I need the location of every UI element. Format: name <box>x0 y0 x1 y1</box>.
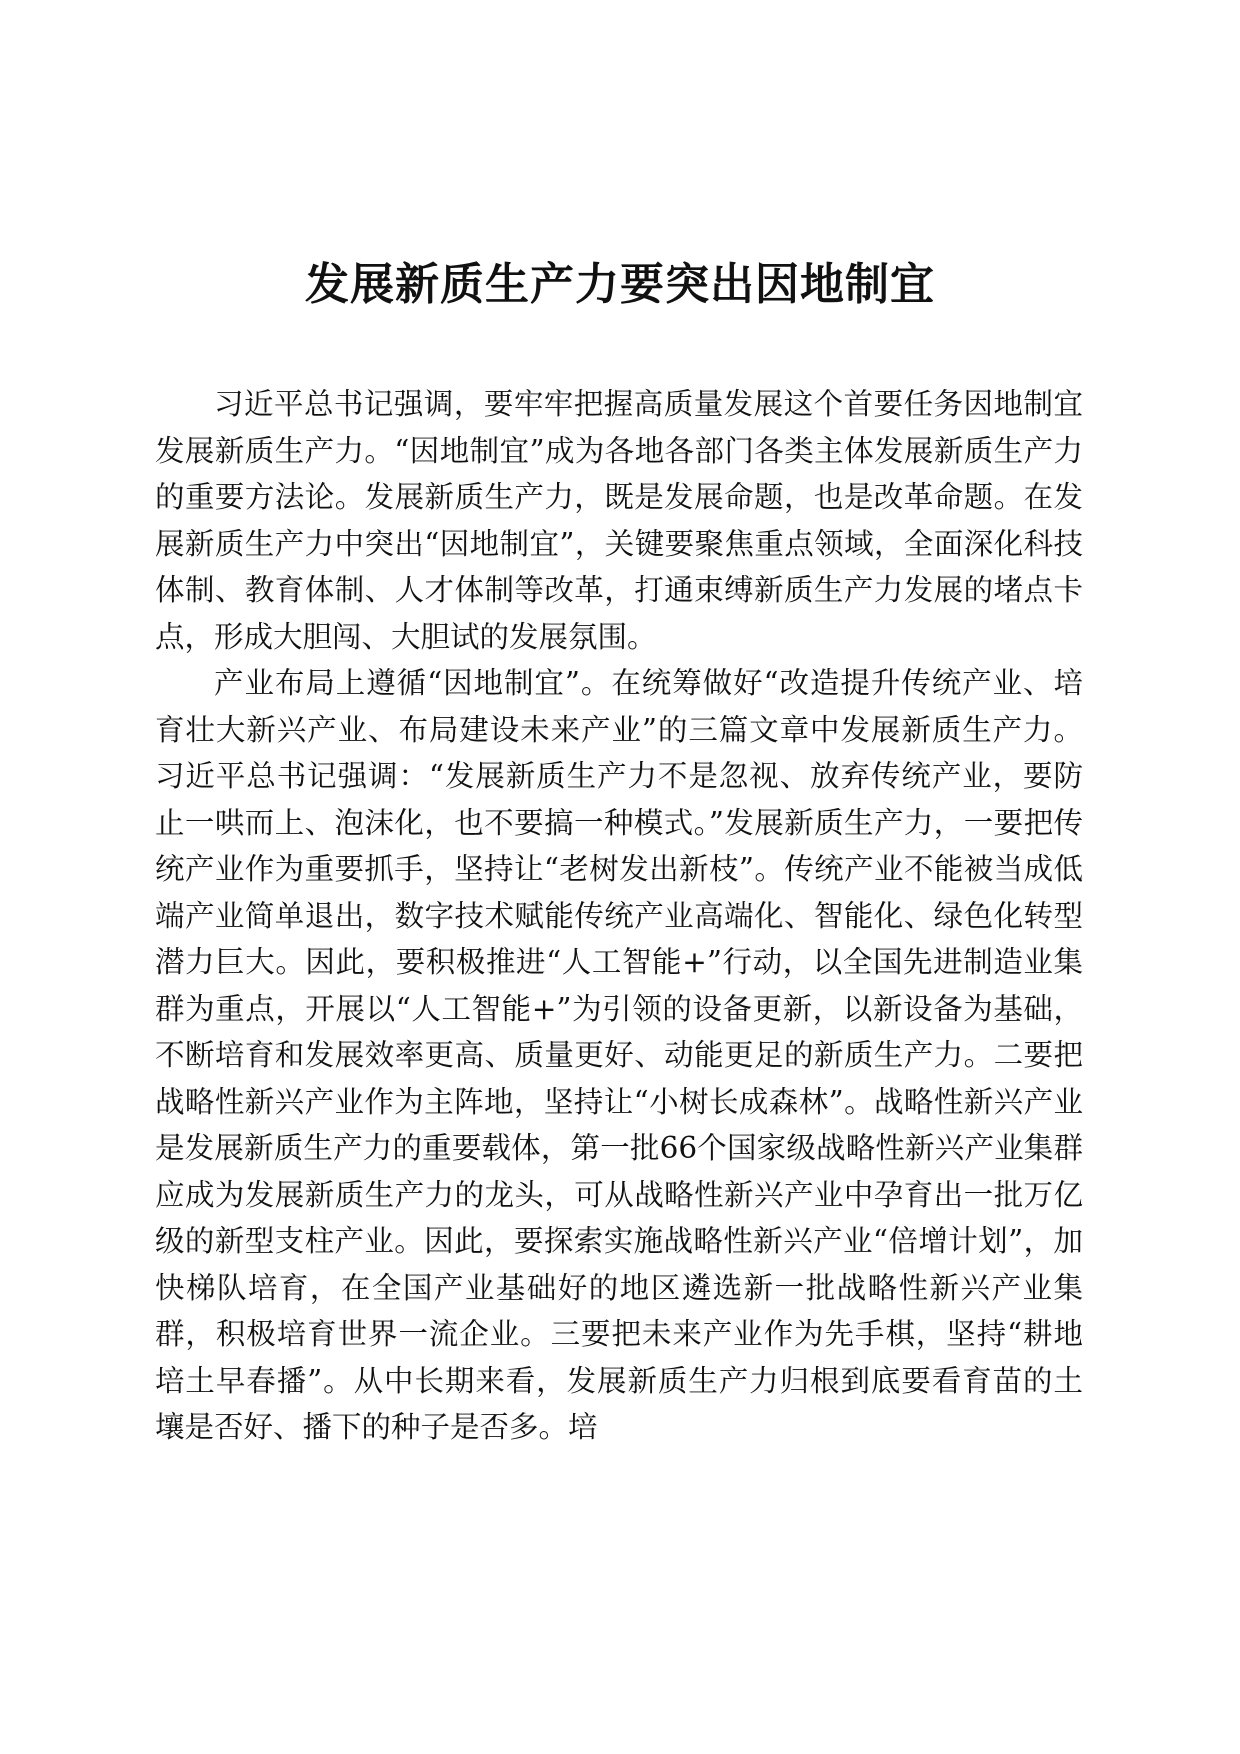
paragraph-1: 习近平总书记强调，要牢牢把握高质量发展这个首要任务因地制宜发展新质生产力。“因地制宜”成为各地各部门各类主体发展新质生产力的重要方法论。发展新质生产力，既是发展命题，也是改革命题。在发展新质生产力中突出“因地制宜”，关键要聚焦重点领域，全面深化科技体制、教育体制、人才体制等改革，打通束缚新质生产力发展的堵点卡点，形成大胆闯、大胆试的发展氛围。 <box>155 387 1083 654</box>
document-title: 发展新质生产力要突出因地制宜 <box>305 259 935 310</box>
paragraph-2: 产业布局上遵循“因地制宜”。在统筹做好“改造提升传统产业、培育壮大新兴产业、布局建设未来产业”的三篇文章中发展新质生产力。习近平总书记强调：“发展新质生产力不是忽视、放弃传统产业，要防止一哄而上、泡沫化，也不要搞一种模式。”发展新质生产力，一要把传统产业作为重要抓手，坚持让“老树发出新枝”。传统产业不能被当成低端产业简单退出，数字技术赋能传统产业高端化、智能化、绿色化转型潜力巨大。因此，要积极推进“人工智能+”行动，以全国先进制造业集群为重点，开展以“人工智能+”为引领的设备更新，以新设备为基础，不断培育和发展效率更高、质量更好、动能更足的新质生产力。二要把战略性新兴产业作为主阵地，坚持让“小树长成森林”。战略性新兴产业是发展新质生产力的重要载体，第一批66个国家级战略性新兴产业集群应成为发展新质生产力的龙头，可从战略性新兴产业中孕育出一批万亿级的新型支柱产业。因此，要探索实施战略性新兴产业“倍增计划”，加快梯队培育，在全国产业基础好的地区遴选新一批战略性新兴产业集群，积极培育世界一流企业。三要把未来产业作为先手棋，坚持“耕地培土早春播”。从中长期来看，发展新质生产力归根到底要看育苗的土壤是否好、播下的种子是否多。培 <box>155 666 1083 1444</box>
document-body <box>155 381 1083 1451</box>
